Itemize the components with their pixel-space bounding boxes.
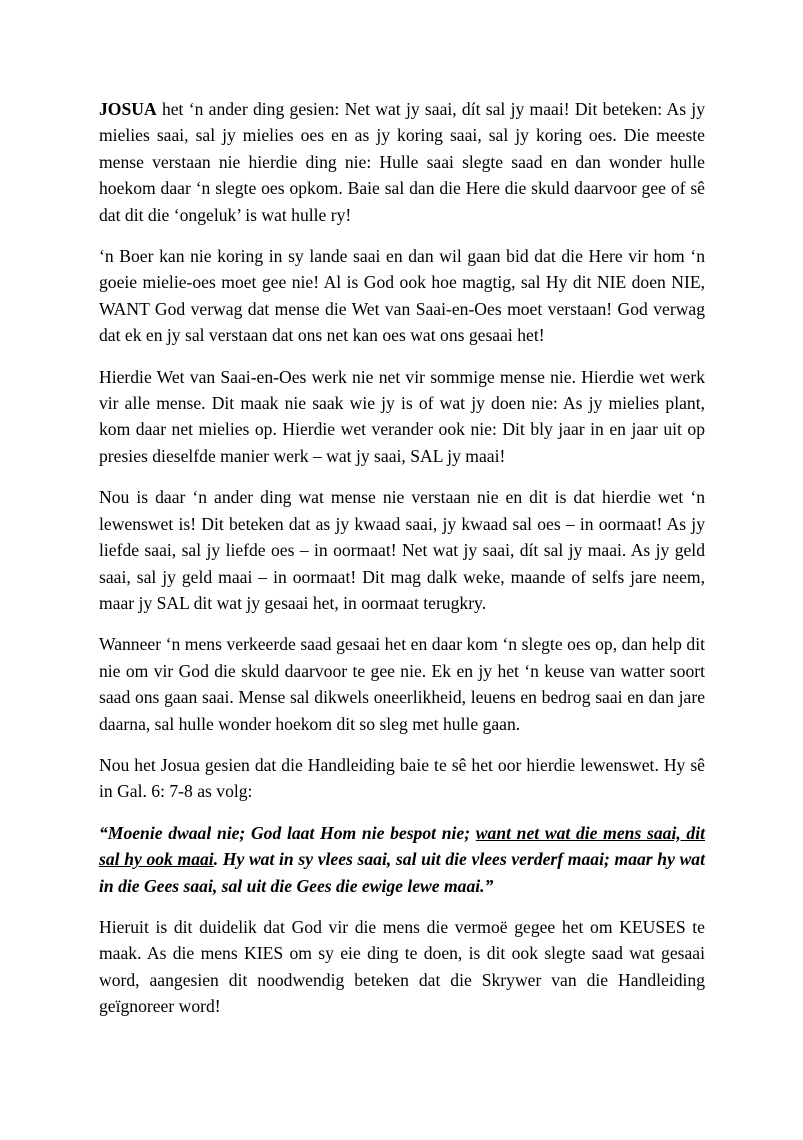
quote-underline-1: want net wat die mens saai, dit	[475, 822, 706, 843]
paragraph-4: Nou is daar ‘n ander ding wat mense nie verstaan nie en dit is dat hierdie wet ‘n lewenswet is! Dit beteken dat as jy kwaad saai, jy kwaad sal oes – in oormaat! As jy liefde saai, sal jy liefde oes – in oormaat! Net wat jy saai, dít sal jy maai. As jy geld saai, sal jy geld maai – in oormaat! Dit mag dalk weke, maande of selfs jare neem, maar jy SAL dit wat jy gesaai het, in oormaat terugkry.	[99, 487, 705, 613]
scripture-quote	[99, 820, 705, 899]
paragraph-3: Hierdie Wet van Saai-en-Oes werk nie net vir sommige mense nie. Hierdie wet werk vir alle mense. Dit maak nie saak wie jy is of wat jy doen nie: As jy mielies plant, kom daar net mielies op. Hierdie wet verander ook nie: Dit bly jaar in en jaar uit op presies dieselfde manier werk – wat jy saai, SAL jy maai!	[99, 366, 705, 466]
paragraph-1	[99, 96, 705, 228]
quote-part-1: “Moenie dwaal nie; God laat Hom nie bespot nie;	[99, 822, 476, 843]
quote-part-2: . Hy wat in sy vlees saai, sal uit die vlees verderf maai; maar hy wat in die Gees saai, sal uit die Gees die ewige lewe maai.”	[99, 849, 705, 896]
quote-underline-2: sal hy ook maai	[99, 849, 214, 870]
paragraph-text: het ‘n ander ding gesien: Net wat jy saai, dít sal jy maai! Dit beteken: As jy mielies saai, sal jy mielies oes en as jy koring saai, sal jy koring oes. Die meeste mense verstaan nie hierdie ding nie: Hulle saai slegte saad en dan wonder hulle hoekom daar ‘n slegte oes opkom. Baie sal dan die Here die skuld daarvoor gee of sê dat dit die ‘ongeluk’ is wat hulle ry!	[99, 99, 705, 225]
paragraph-6: Nou het Josua gesien dat die Handleiding baie te sê het oor hierdie lewenswet. Hy sê in Gal. 6: 7-8 as volg:	[99, 754, 705, 802]
paragraph-2: ‘n Boer kan nie koring in sy lande saai en dan wil gaan bid dat die Here vir hom ‘n goeie mielie-oes moet gee nie! Al is God ook hoe magtig, sal Hy dit NIE doen NIE, WANT God verwag dat mense die Wet van Saai-en-Oes moet verstaan! God verwag dat ek en jy sal verstaan dat ons net kan oes wat ons gesaai het!	[99, 246, 705, 346]
paragraph-5: Wanneer ‘n mens verkeerde saad gesaai het en daar kom ‘n slegte oes op, dan help dit nie om vir God die skuld daarvoor te gee nie. Ek en jy het ‘n keuse van watter soort saad ons gaan saai. Mense sal dikwels oneerlikheid, leuens en bedrog saai en dan jare daarna, sal hulle wonder hoekom dit so sleg met hulle gaan.	[99, 634, 705, 734]
paragraph-lead: JOSUA	[99, 99, 157, 119]
document-page	[99, 96, 705, 1035]
paragraph-closing: Hieruit is dit duidelik dat God vir die mens die vermoë gegee het om KEUSES te maak. As die mens KIES om sy eie ding te doen, is dit ook slegte saad wat gesaai word, aangesien dit noodwendig beteken dat die Skrywer van die Handleiding geïgnoreer word!	[99, 916, 705, 1017]
